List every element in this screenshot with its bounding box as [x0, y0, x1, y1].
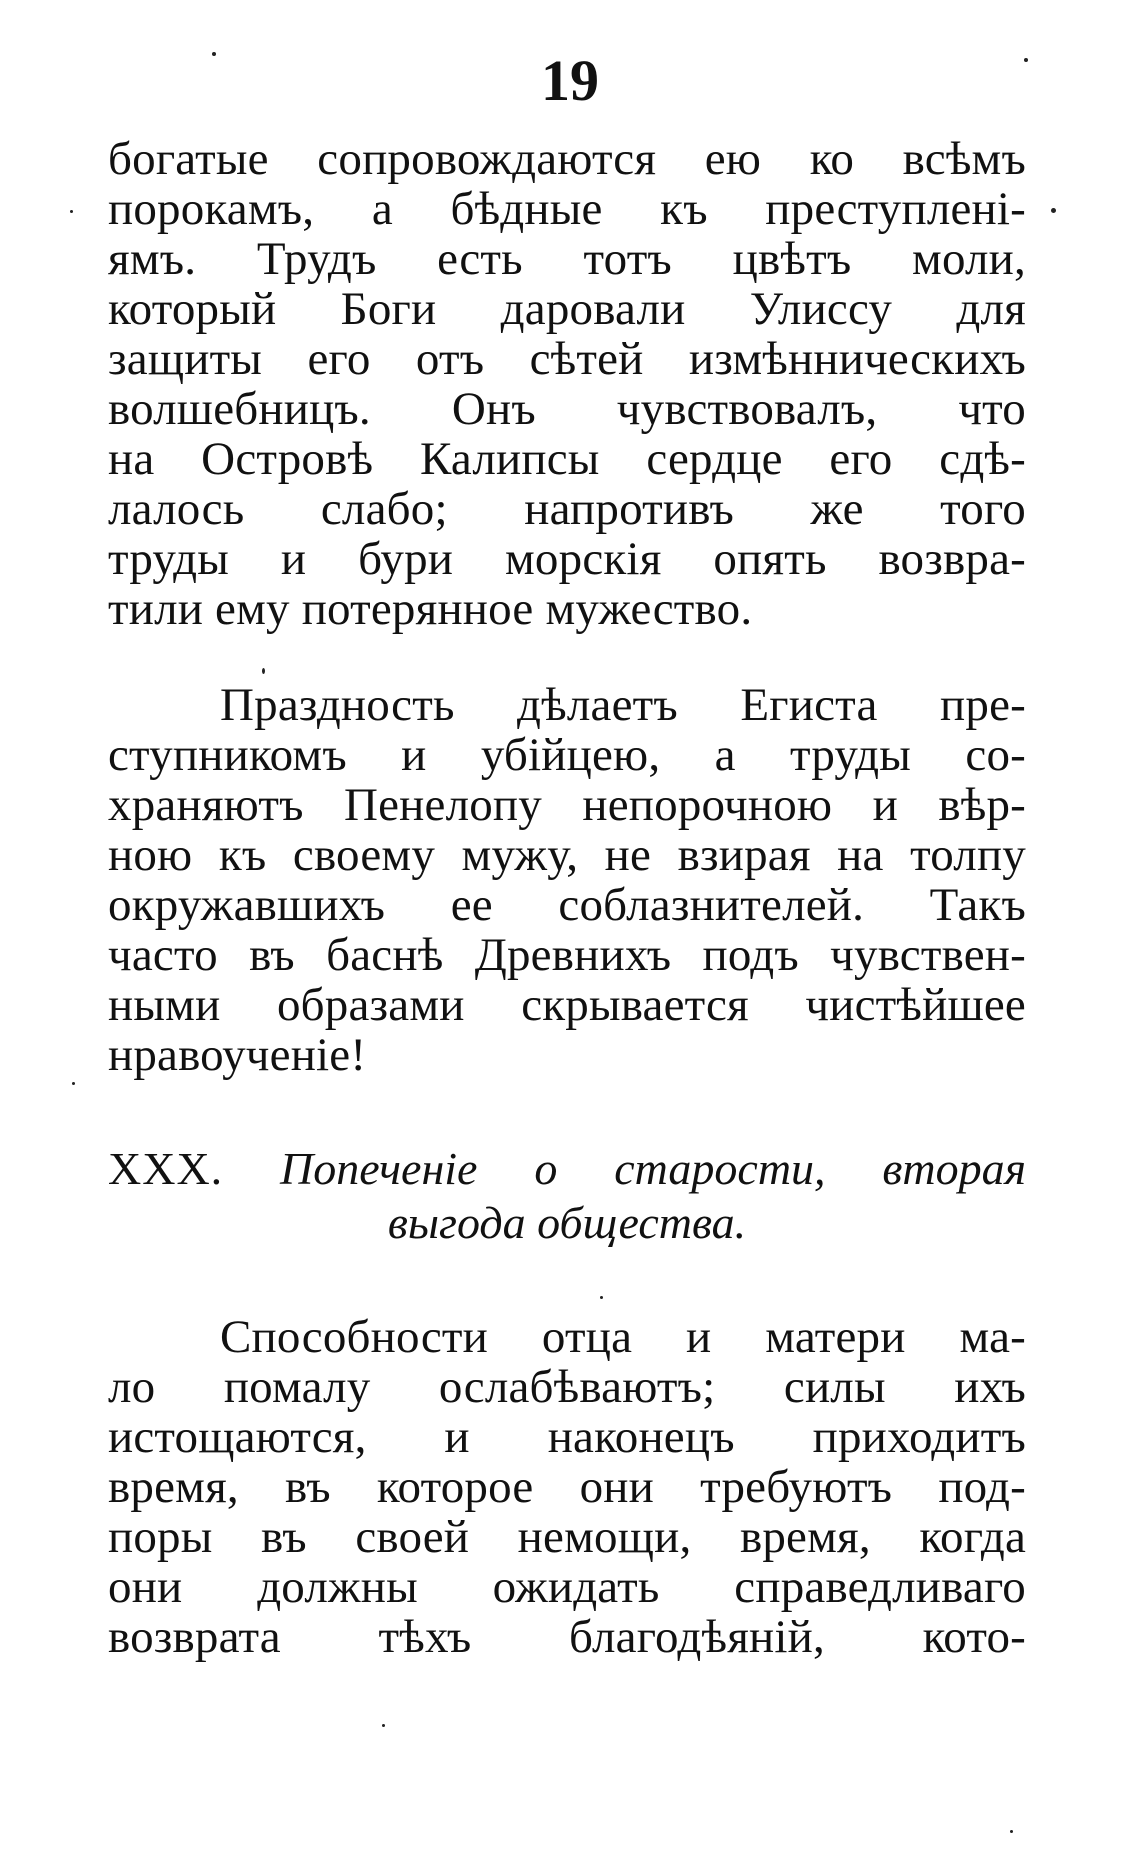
text-line: ною къ своему мужу, не взирая на толпу — [108, 829, 1026, 881]
paragraph-3 — [108, 1312, 1026, 1662]
text-line: храняютъ Пенелопу непорочною и вѣр- — [108, 779, 1026, 831]
section-title-line-2: выгода общества. — [387, 1197, 747, 1248]
text-line: на Островѣ Калипсы сердце его сдѣ- — [108, 433, 1026, 485]
text-line: порокамъ, а бѣдные къ преступленi- — [108, 183, 1026, 235]
text-line: время, въ которое они требуютъ под- — [108, 1461, 1026, 1513]
print-speck — [382, 1724, 385, 1727]
print-speck — [1010, 1830, 1013, 1833]
text-line: труды и бури морскiя опять возвра- — [108, 533, 1026, 585]
text-line: нравоученiе! — [108, 1029, 367, 1081]
section-heading — [108, 1142, 1026, 1250]
print-speck — [600, 1296, 603, 1299]
text-line: они должны ожидать справедливаго — [108, 1561, 1026, 1613]
paragraph-1 — [108, 134, 1026, 634]
text-line: тили ему потерянное мужество. — [108, 583, 753, 635]
text-line: Праздность дѣлаетъ Егиста пре- — [220, 679, 1026, 731]
text-line: возврата тѣхъ благодѣянiй, кото- — [108, 1611, 1026, 1663]
text-line: богатые сопровождаются ею ко всѣмъ — [108, 133, 1026, 185]
text-line: защиты его отъ сѣтей измѣнническихъ — [108, 333, 1026, 385]
text-line: поры въ своей немощи, время, когда — [108, 1511, 1026, 1563]
print-speck — [1024, 58, 1028, 62]
text-line: волшебницъ. Онъ чувствовалъ, что — [108, 383, 1026, 435]
print-speck — [72, 1082, 75, 1085]
section-numeral: XXX. — [108, 1143, 224, 1194]
print-speck — [262, 668, 265, 674]
heading-line — [108, 1142, 1026, 1196]
text-line: часто въ баснѣ Древнихъ подъ чувствен- — [108, 929, 1026, 981]
text-line: истощаются, и наконецъ приходитъ — [108, 1411, 1026, 1463]
print-speck — [1051, 208, 1056, 213]
text-line: окружавшихъ ее соблазнителей. Такъ — [108, 879, 1026, 931]
text-line: ло помалу ослабѣваютъ; силы ихъ — [108, 1361, 1026, 1413]
section-title-line-1: Попеченiе о старости, вторая — [280, 1143, 1026, 1194]
text-line: ными образами скрывается чистѣйшее — [108, 979, 1026, 1031]
text-line: ямъ. Трудъ есть тотъ цвѣтъ моли, — [108, 233, 1026, 285]
print-speck — [212, 52, 216, 56]
text-line: который Боги даровали Улиссу для — [108, 283, 1026, 335]
text-line: Способности отца и матери ма- — [220, 1311, 1026, 1363]
heading-line — [108, 1196, 1026, 1250]
page-number: 19 — [541, 48, 599, 113]
paragraph-2 — [108, 680, 1026, 1080]
text-line: ступникомъ и убiйцею, а труды со- — [108, 729, 1026, 781]
text-line: лалось слабо; напротивъ же того — [108, 483, 1026, 535]
print-speck — [70, 210, 73, 213]
